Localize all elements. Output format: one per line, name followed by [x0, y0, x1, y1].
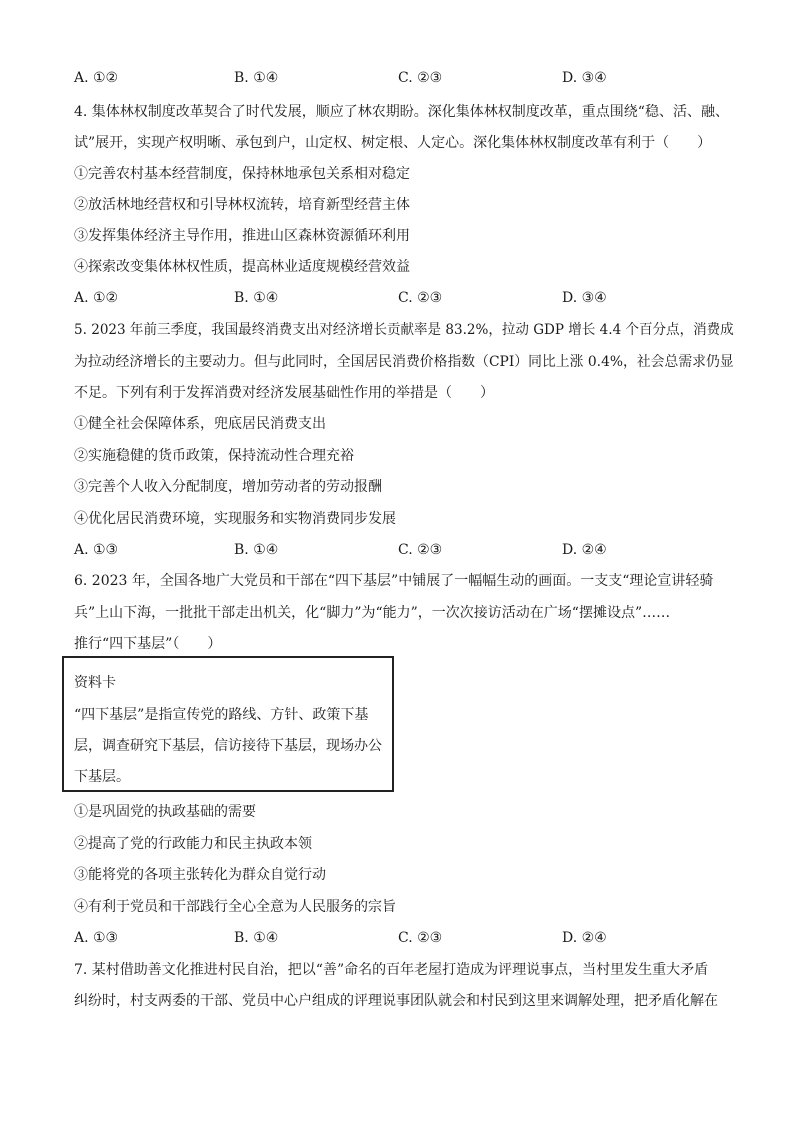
q4-option-d[interactable]: D. ③④ — [562, 290, 607, 306]
q6-item-3: ③能将党的各项主张转化为群众自觉行动 — [74, 867, 326, 883]
q6-options — [74, 929, 734, 947]
q3-options — [74, 69, 734, 87]
q6-option-a[interactable]: A. ①③ — [74, 930, 119, 946]
q5-option-c[interactable]: C. ②③ — [398, 542, 443, 558]
q4-option-b[interactable]: B. ①④ — [234, 290, 279, 306]
q4-stem-line: 4. 集体林权制度改革契合了时代发展，顺应了林农期盼。深化集体林权制度改革，重点围绕“稳、活、融、 — [74, 104, 729, 120]
q6-item-1: ①是巩固党的执政基础的需要 — [74, 804, 256, 820]
info-card-title: 资料卡 — [74, 675, 116, 691]
q5-options — [74, 541, 734, 559]
q6-option-c[interactable]: C. ②③ — [398, 930, 443, 946]
q5-option-d[interactable]: D. ②④ — [562, 542, 607, 558]
q6-option-d[interactable]: D. ②④ — [562, 930, 607, 946]
q5-item-2: ②实施稳健的货币政策，保持流动性合理充裕 — [74, 448, 354, 464]
q4-item-4: ④探索改变集体林权性质，提高林业适度规模经营效益 — [74, 259, 410, 275]
q6-stem-line: 推行“四下基层”（ ） — [74, 636, 222, 652]
q4-item-2: ②放活林地经营权和引导林权流转，培育新型经营主体 — [74, 197, 410, 213]
q5-option-b[interactable]: B. ①④ — [234, 542, 279, 558]
q5-stem-line: 不足。下列有利于发挥消费对经济发展基础性作用的举措是（ ） — [74, 385, 494, 401]
q5-item-4: ④优化居民消费环境，实现服务和实物消费同步发展 — [74, 511, 396, 527]
q5-item-3: ③完善个人收入分配制度，增加劳动者的劳动报酬 — [74, 479, 382, 495]
q4-stem-line: 试”展开，实现产权明晰、承包到户，山定权、树定根、人定心。深化集体林权制度改革有利于（ ） — [74, 135, 712, 151]
q3-option-a[interactable]: A. ①② — [74, 70, 119, 86]
info-card — [62, 656, 394, 792]
q6-option-b[interactable]: B. ①④ — [234, 930, 279, 946]
q7-stem-line: 纠纷时，村支两委的干部、党员中心户组成的评理说事团队就会和村民到这里来调解处理，把矛盾化解在 — [74, 993, 718, 1009]
info-card-line: 层，调查研究下基层，信访接待下基层，现场办公 — [74, 738, 382, 754]
info-card-line: 下基层。 — [74, 769, 130, 785]
q6-item-2: ②提高了党的行政能力和民主执政本领 — [74, 836, 312, 852]
q6-item-4: ④有利于党员和干部践行全心全意为人民服务的宗旨 — [74, 899, 396, 915]
q5-item-1: ①健全社会保障体系，兜底居民消费支出 — [74, 416, 326, 432]
q7-stem-line: 7. 某村借助善文化推进村民自治，把以“善”命名的百年老屋打造成为评理说事点，当村里发生重大矛盾 — [74, 962, 709, 978]
q5-stem-line: 为拉动经济增长的主要动力。但与此同时，全国居民消费价格指数（CPI）同比上涨 0.4%，社会总需求仍显 — [74, 354, 734, 370]
q3-option-c[interactable]: C. ②③ — [398, 70, 443, 86]
q6-stem-line: 兵”上山下海，一批批干部走出机关，化“脚力”为“能力”，一次次接访活动在广场“摆摊设点”…… — [74, 605, 671, 621]
q5-option-a[interactable]: A. ①③ — [74, 542, 119, 558]
q4-options — [74, 289, 734, 307]
q4-item-1: ①完善农村基本经营制度，保持林地承包关系相对稳定 — [74, 166, 410, 182]
q4-item-3: ③发挥集体经济主导作用，推进山区森林资源循环利用 — [74, 228, 410, 244]
q4-option-a[interactable]: A. ①② — [74, 290, 119, 306]
q3-option-b[interactable]: B. ①④ — [234, 70, 279, 86]
q5-stem-line: 5. 2023 年前三季度，我国最终消费支出对经济增长贡献率是 83.2%，拉动 GDP 增长 4.4 个百分点，消费成 — [74, 322, 734, 338]
info-card-line: “四下基层”是指宣传党的路线、方针、政策下基 — [74, 707, 369, 723]
q3-option-d[interactable]: D. ③④ — [562, 70, 607, 86]
q6-stem-line: 6. 2023 年，全国各地广大党员和干部在“四下基层”中铺展了一幅幅生动的画面。一支支“理论宣讲轻骑 — [74, 573, 714, 589]
q4-option-c[interactable]: C. ②③ — [398, 290, 443, 306]
